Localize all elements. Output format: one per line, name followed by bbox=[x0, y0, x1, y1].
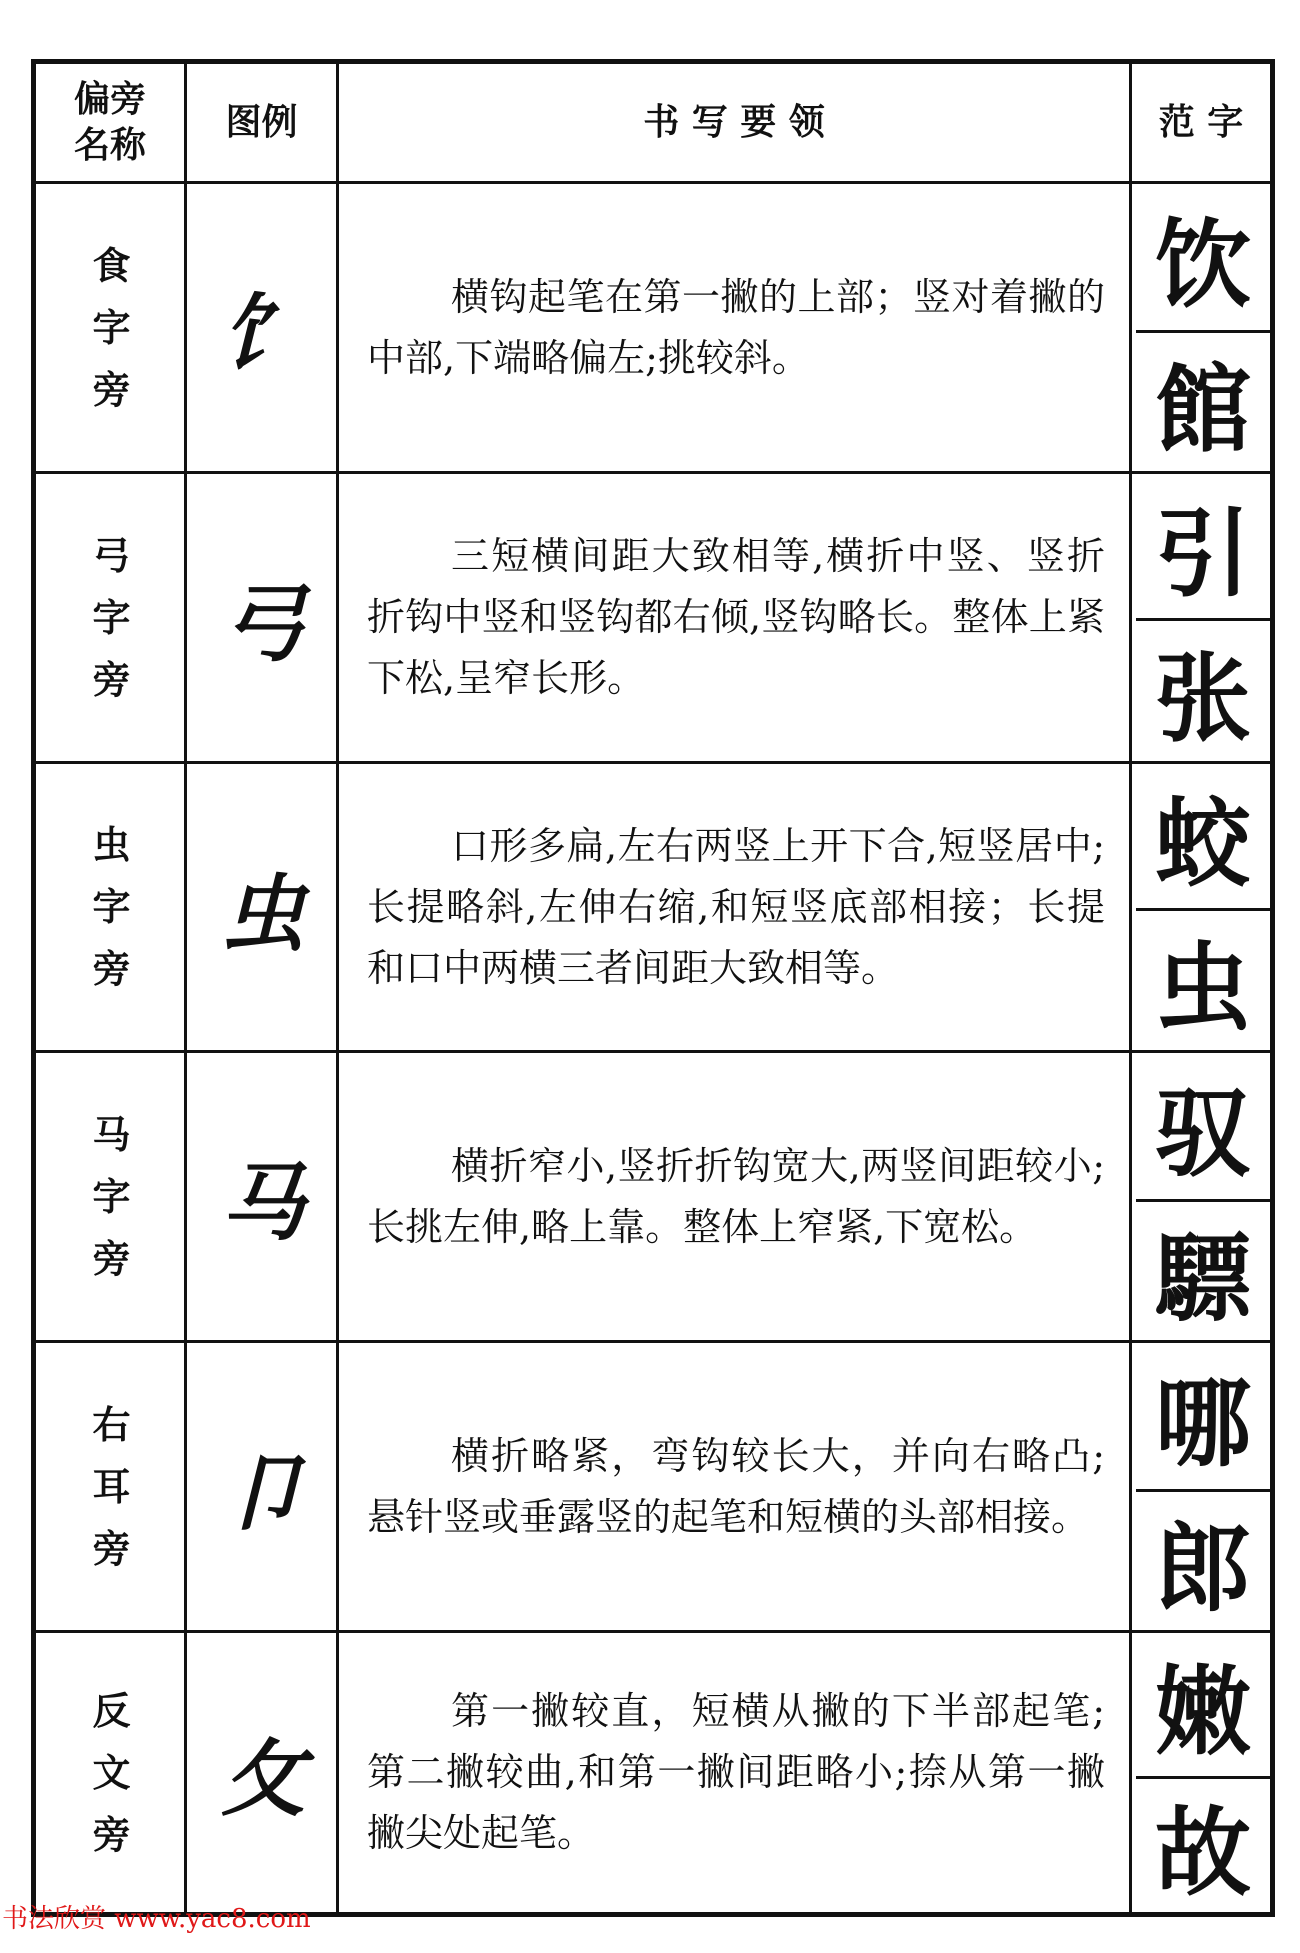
table-row bbox=[36, 1633, 1270, 1912]
radical-legend-glyph: 马 bbox=[220, 1153, 305, 1252]
writing-tips bbox=[339, 184, 1129, 471]
radical-name-char: 字 bbox=[92, 1174, 131, 1219]
header-legend: 图例 bbox=[225, 101, 298, 143]
radical-name-char: 马 bbox=[92, 1112, 131, 1157]
example-char: 故 bbox=[1155, 1796, 1251, 1909]
radical-name-char: 弓 bbox=[92, 533, 131, 578]
radical-legend-glyph: 攵 bbox=[220, 1729, 305, 1828]
watermark: 书法欣赏 www.yac8.com bbox=[2, 1904, 311, 1934]
radical-name-char: 反 bbox=[92, 1688, 131, 1733]
radical-name-char: 字 bbox=[92, 885, 131, 929]
header-text: 名称 bbox=[73, 124, 146, 166]
writing-tips bbox=[339, 474, 1129, 761]
writing-tips bbox=[339, 1053, 1129, 1340]
radical-legend-glyph: 卩 bbox=[220, 1443, 305, 1542]
radical-name bbox=[36, 764, 187, 1050]
radical-name bbox=[36, 1053, 187, 1340]
example-char: 嫩 bbox=[1155, 1655, 1251, 1768]
writing-tips bbox=[339, 1343, 1129, 1630]
radical-legend-glyph: 弓 bbox=[220, 574, 305, 673]
radical-name-char: 旁 bbox=[92, 367, 131, 412]
radical-name bbox=[36, 184, 187, 471]
radical-name-char: 耳 bbox=[92, 1464, 131, 1509]
radical-name-char: 旁 bbox=[92, 1812, 131, 1857]
radical-name-char: 文 bbox=[92, 1750, 131, 1795]
header-text: 偏旁 bbox=[73, 78, 146, 120]
radical-name-char: 食 bbox=[92, 243, 131, 288]
radical-name-char: 旁 bbox=[92, 947, 131, 991]
example-char: 引 bbox=[1155, 496, 1251, 610]
writing-tips-text: 横钩起笔在第一撇的上部；竖对着撇的中部,下端略偏左;挑较斜。 bbox=[367, 274, 1105, 380]
radical-name-char: 字 bbox=[92, 595, 131, 640]
writing-tips bbox=[339, 764, 1129, 1050]
radical-name bbox=[36, 1633, 187, 1912]
radical-name-char: 旁 bbox=[92, 1236, 131, 1281]
radical-name-char: 虫 bbox=[92, 823, 131, 867]
example-char: 哪 bbox=[1155, 1366, 1251, 1480]
radical-name bbox=[36, 1343, 187, 1630]
table-row bbox=[36, 1053, 1270, 1340]
radical-name-char: 字 bbox=[92, 305, 131, 350]
header-writing-tips: 书 写 要 领 bbox=[643, 101, 825, 143]
table-row bbox=[36, 184, 1270, 471]
table-row bbox=[36, 474, 1270, 761]
example-char: 館 bbox=[1155, 352, 1251, 466]
writing-tips-text: 横折窄小,竖折折钩宽大,两竖间距较小;长挑左伸,略上靠。整体上窄紧,下宽松。 bbox=[367, 1143, 1105, 1249]
example-char: 驭 bbox=[1155, 1076, 1251, 1190]
header-radical-name bbox=[36, 64, 184, 181]
radical-name-char: 旁 bbox=[92, 657, 131, 702]
table-row bbox=[36, 1343, 1270, 1630]
example-char: 郎 bbox=[1155, 1511, 1251, 1625]
example-char: 张 bbox=[1155, 641, 1251, 755]
table-row bbox=[36, 764, 1270, 1050]
header-example-chars: 范 字 bbox=[1158, 101, 1244, 143]
writing-tips-text: 三短横间距大致相等,横折中竖、竖折折钩中竖和竖钩都右倾,竖钩略长。整体上紧下松,呈窄长形。 bbox=[367, 534, 1105, 700]
example-char: 驃 bbox=[1155, 1221, 1251, 1335]
writing-tips-text: 横折略紧，弯钩较长大，并向右略凸;悬针竖或垂露竖的起笔和短横的头部相接。 bbox=[367, 1433, 1105, 1539]
example-char: 饮 bbox=[1155, 207, 1251, 321]
example-char: 虫 bbox=[1155, 931, 1251, 1044]
radical-name-char: 右 bbox=[92, 1402, 131, 1447]
writing-tips-text: 口形多扁,左右两竖上开下合,短竖居中;长提略斜,左伸右缩,和短竖底部相接；长提和口中两横三者间距大致相等。 bbox=[367, 823, 1105, 990]
radical-name bbox=[36, 474, 187, 761]
radical-table bbox=[31, 59, 1275, 1917]
example-char: 蛟 bbox=[1155, 786, 1251, 900]
radical-name-char: 旁 bbox=[92, 1526, 131, 1571]
radical-legend-glyph: 虫 bbox=[220, 863, 305, 963]
radical-legend-glyph: 饣 bbox=[220, 284, 305, 383]
writing-tips bbox=[339, 1633, 1129, 1912]
writing-tips-text: 第一撇较直，短横从撇的下半部起笔;第二撇较曲,和第一撇间距略小;捺从第一撇撇尖处起笔。 bbox=[367, 1689, 1105, 1855]
